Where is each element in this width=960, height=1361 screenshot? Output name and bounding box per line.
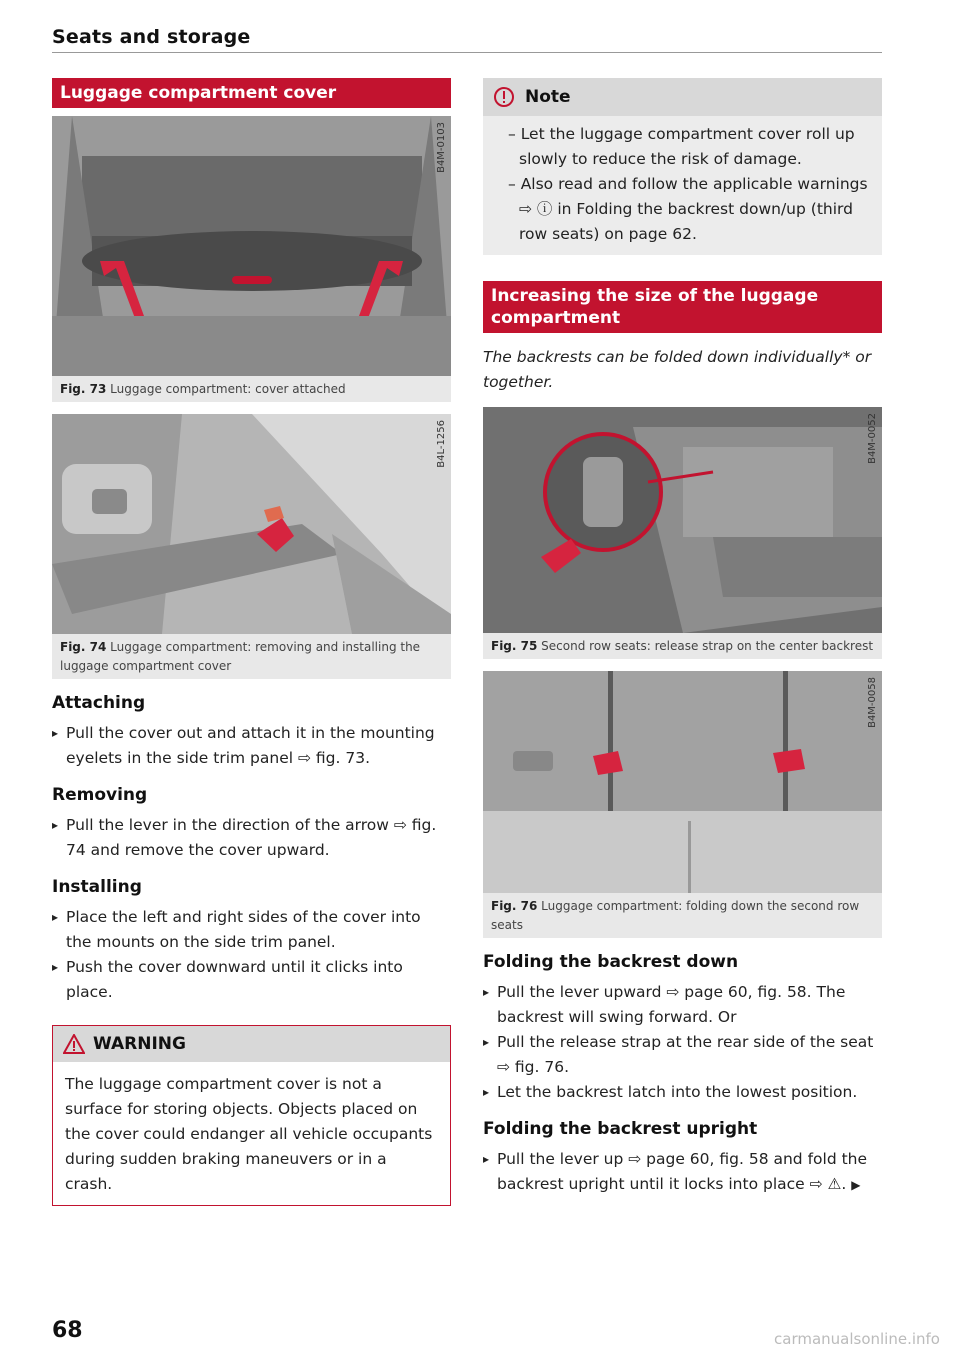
note-item-1: – Let the luggage compartment cover roll up slowly to reduce the risk of damage.	[508, 125, 855, 168]
removing-step-1: ▸ Pull the lever in the direction of the arrow ⇨ fig. 74 and remove the cover upward.	[52, 813, 451, 863]
section-title-cover: Luggage compartment cover	[52, 78, 451, 108]
folding-up-step-1: ▸ Pull the lever up ⇨ page 60, fig. 58 and fold the backrest upright until it locks into place ⇨ ⚠. ▶	[483, 1147, 882, 1198]
right-column	[483, 78, 882, 1198]
left-column	[52, 78, 451, 1206]
header-rule	[52, 52, 882, 53]
figure-73-label: Fig. 73	[60, 382, 107, 396]
heading-removing: Removing	[52, 785, 148, 805]
installing-step-1: ▸ Place the left and right sides of the cover into the mounts on the side trim panel.	[52, 905, 451, 955]
figure-76-caption	[483, 893, 882, 938]
heading-attaching: Attaching	[52, 693, 146, 713]
figure-73-text: Luggage compartment: cover attached	[110, 382, 346, 396]
continue-arrow-icon: ▶	[851, 1178, 861, 1192]
figure-74-label: Fig. 74	[60, 640, 107, 654]
warning-text: The luggage compartment cover is not a surface for storing objects. Objects placed on the cover could endanger all vehicle occupants during sudden braking maneuvers or in a crash.	[65, 1075, 433, 1193]
warning-box	[52, 1025, 451, 1206]
watermark: carmanualsonline.info	[774, 1330, 940, 1348]
page-header: Seats and storage	[52, 26, 251, 48]
figure-75-code: B4M-0052	[867, 413, 878, 464]
folding-down-step-3: ▸ Let the backrest latch into the lowest position.	[483, 1080, 882, 1105]
figure-74-caption	[52, 634, 451, 679]
figure-76-label: Fig. 76	[491, 899, 538, 913]
figure-75	[483, 407, 882, 659]
warning-header	[53, 1026, 450, 1062]
note-info-icon	[493, 86, 515, 108]
page-number: 68	[52, 1318, 83, 1343]
folding-down-step-1: ▸ Pull the lever upward ⇨ page 60, fig. 58. The backrest will swing forward. Or	[483, 980, 882, 1030]
figure-74-text: Luggage compartment: removing and installing the luggage compartment cover	[60, 640, 421, 673]
attaching-step-1: ▸ Pull the cover out and attach it in the mounting eyelets in the side trim panel ⇨ fig. 73.	[52, 721, 451, 771]
figure-73-image	[52, 116, 451, 376]
figure-73-code: B4M-0103	[436, 122, 447, 173]
installing-step-2: ▸ Push the cover downward until it clicks into place.	[52, 955, 451, 1005]
figure-74	[52, 414, 451, 679]
folding-down-step-2: ▸ Pull the release strap at the rear side of the seat ⇨ fig. 76.	[483, 1030, 882, 1080]
figure-75-image	[483, 407, 882, 633]
section-intro: The backrests can be folded down individually* or together.	[483, 348, 872, 391]
note-label: Note	[525, 87, 571, 107]
heading-folding-down: Folding the backrest down	[483, 952, 739, 972]
figure-76-code: B4M-0058	[867, 677, 878, 728]
figure-73-caption	[52, 376, 451, 402]
section-title-increase: Increasing the size of the luggage compartment	[483, 281, 882, 333]
figure-74-image	[52, 414, 451, 634]
figure-75-text: Second row seats: release strap on the center backrest	[541, 639, 874, 653]
figure-74-code: B4L-1256	[436, 420, 447, 468]
figure-76-image	[483, 671, 882, 893]
warning-label: WARNING	[93, 1034, 186, 1054]
figure-76	[483, 671, 882, 938]
figure-76-text: Luggage compartment: folding down the second row seats	[491, 899, 860, 932]
heading-folding-up: Folding the backrest upright	[483, 1119, 758, 1139]
note-item-2: – Also read and follow the applicable warnings ⇨ ⓘ in Folding the backrest down/up (third row seats) on page 62.	[508, 175, 868, 243]
note-header	[483, 78, 882, 116]
figure-73	[52, 116, 451, 402]
figure-75-label: Fig. 75	[491, 639, 538, 653]
note-box	[483, 78, 882, 255]
note-body	[483, 116, 882, 255]
warning-icon	[63, 1034, 85, 1054]
heading-installing: Installing	[52, 877, 142, 897]
figure-75-caption	[483, 633, 882, 659]
